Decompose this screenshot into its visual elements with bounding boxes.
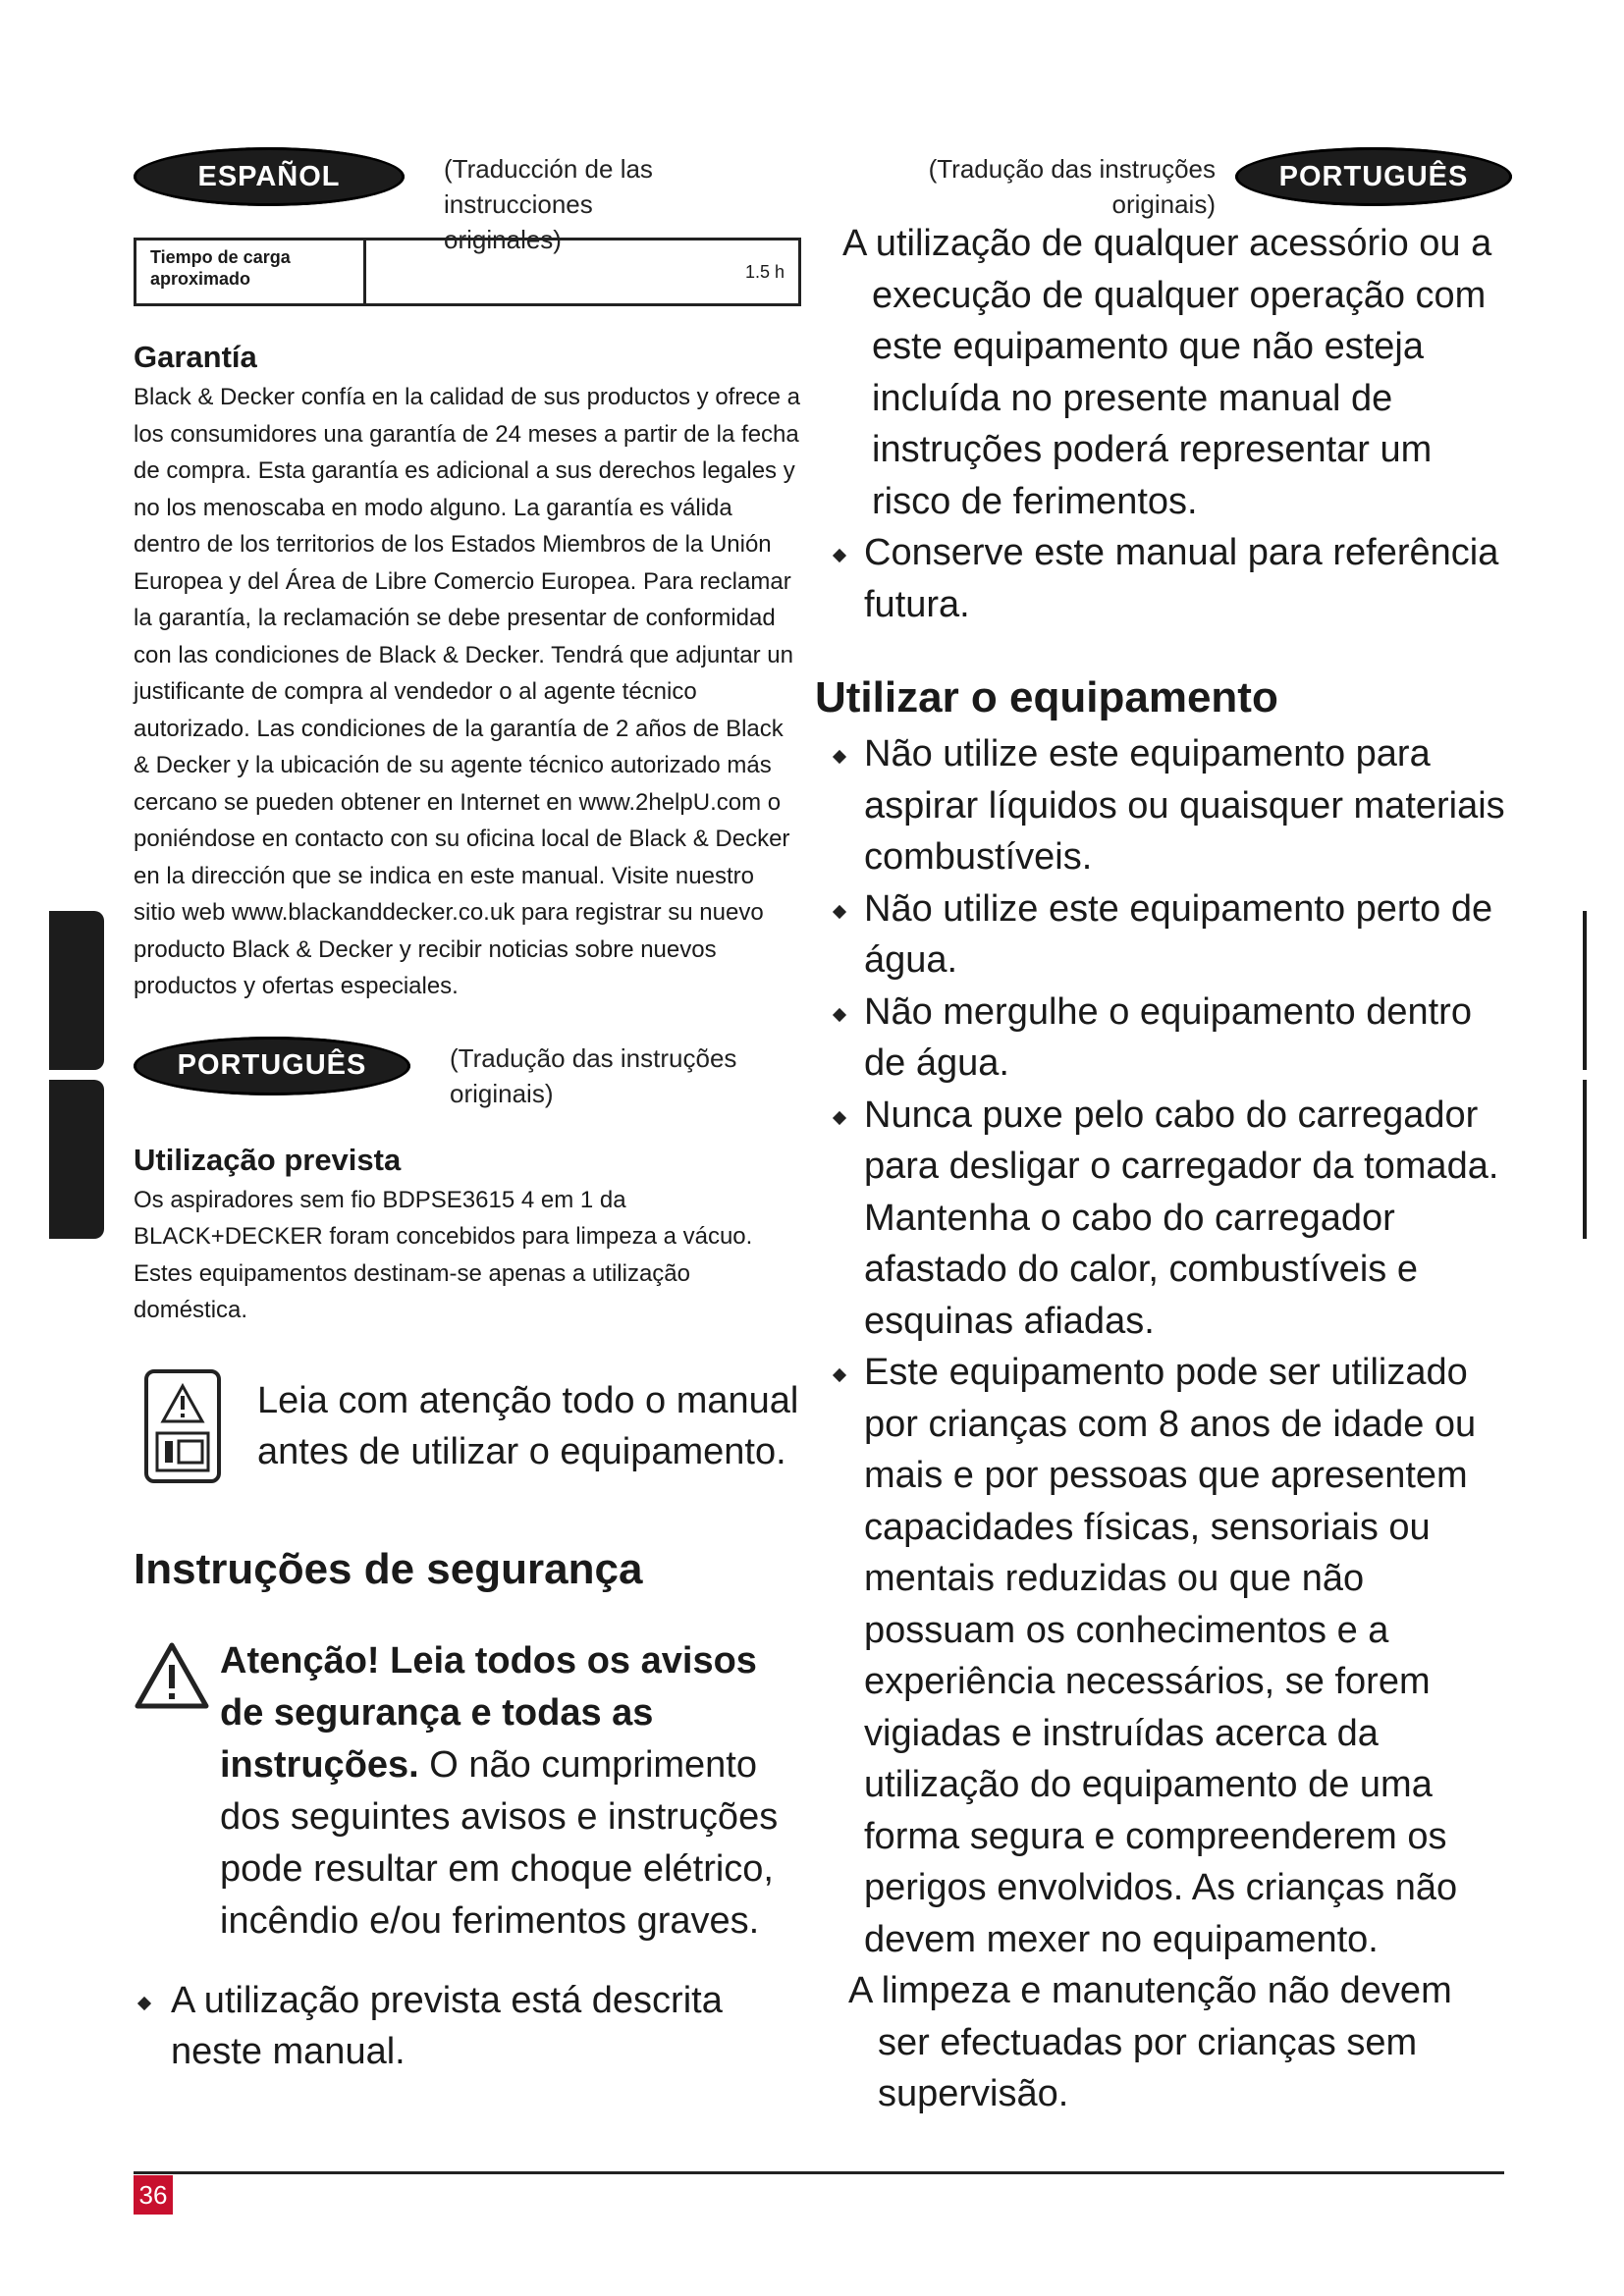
- side-tab-marker: [49, 911, 104, 1070]
- footer-rule: [134, 2171, 1504, 2174]
- language-header-pt: [134, 1037, 801, 1115]
- translation-note-pt-right: (Tradução das instruções originais): [928, 154, 1216, 219]
- language-badge-es: ESPAÑOL: [134, 147, 405, 206]
- side-tab-marker: [49, 1080, 104, 1239]
- charge-time-table: [134, 238, 801, 306]
- accessory-warning: A utilização de qualquer acessório ou a execução de qualquer operação com este equipamento que não esteja incluída no presente manual de instruções poderá representar um risco de ferimentos.: [842, 223, 1492, 522]
- language-badge-pt-right: PORTUGUÊS: [1235, 147, 1512, 206]
- cleaning-warning: A limpeza e manutenção não devem ser efectuadas por crianças sem supervisão.: [848, 1970, 1452, 2114]
- use-equipment-heading: Utilizar o equipamento: [815, 673, 1278, 721]
- list-item: Não mergulhe o equipamento dentro de água.: [821, 987, 1512, 1090]
- warning-body-text: O não cumprimento dos seguintes avisos e instruções pode resultar em choque elétrico, incêndio e/ou ferimentos graves.: [220, 1743, 779, 1942]
- right-column: [815, 147, 1512, 2120]
- translation-note-es: (Traducción de las instrucciones originales): [444, 154, 653, 254]
- general-warning: [134, 1635, 801, 1948]
- page-number: 36: [134, 2175, 173, 2215]
- read-manual-text: Leia com atenção todo o manual antes de utilizar o equipamento.: [257, 1379, 799, 1472]
- safety-heading: Instruções de segurança: [134, 1544, 643, 1593]
- list-item: Nunca puxe pelo cabo do carregador para desligar o carregador da tomada. Mantenha o cabo do carregador afastado do calor, combustíveis e esquinas afiadas.: [821, 1090, 1512, 1348]
- list-item: A utilização prevista está descrita neste manual.: [134, 1975, 801, 2078]
- left-column: [134, 147, 801, 2078]
- warranty-heading: Garantía: [134, 340, 257, 374]
- list-item: Não utilize este equipamento perto de água.: [821, 883, 1512, 987]
- language-header-es: [134, 147, 801, 254]
- intended-use-text: Os aspiradores sem fio BDPSE3615 4 em 1 da BLACK+DECKER foram concebidos para limpeza a vácuo. Estes equipamentos destinam-se apenas a utilização doméstica.: [134, 1186, 753, 1323]
- list-item: Não utilize este equipamento para aspirar líquidos ou quaisquer materiais combustíveis.: [821, 728, 1512, 883]
- right-edge-marker: [1583, 911, 1587, 1070]
- read-manual-icon: [143, 1368, 222, 1484]
- language-badge-pt: PORTUGUÊS: [134, 1037, 410, 1095]
- read-manual-notice: [134, 1368, 801, 1484]
- warning-text: [220, 1635, 801, 1948]
- intended-use-heading: Utilização prevista: [134, 1142, 402, 1177]
- warning-triangle-icon: [134, 1641, 210, 1710]
- warranty-text: Black & Decker confía en la calidad de sus productos y ofrece a los consumidores una garantía de 24 meses a partir de la fecha de compra. Esta garantía es adicional a sus derechos legales y no los menoscaba en modo alguno. La garantía es válida dentro de los territorios de los Estados Miembros de la Unión Europea y del Área de Libre Comercio Europea. Para reclamar la garantía, la reclamación se debe presentar de conformidad con las condiciones de Black & Decker. Tendrá que adjuntar un justificante de compra al vendedor o al agente técnico autorizado. Las condiciones de la garantía de 2 años de Black & Decker y la ubicación de su agente técnico autorizado más cercano se pueden obtener en Internet en www.2helpU.com o poniéndose en contacto con su oficina local de Black & Decker en la dirección que se indica en este manual. Visite nuestro sitio web www.blackanddecker.co.uk para registrar su nuevo producto Black & Decker y recibir noticias sobre nuevos productos y ofertas especiales.: [134, 384, 801, 999]
- left-bullets: [134, 1975, 801, 2078]
- right-bullets: [821, 728, 1512, 1965]
- warning-bold-text: Atenção! Leia todos os avisos de segurança e todas as instruções.: [220, 1639, 757, 1786]
- charge-time-label: Tiempo de carga aproximado: [136, 240, 366, 303]
- right-edge-marker: [1583, 1080, 1587, 1239]
- charge-time-value: 1.5 h: [744, 262, 785, 282]
- language-header-pt-right: [835, 147, 1512, 226]
- list-item: Conserve este manual para referência futura.: [821, 527, 1512, 630]
- translation-note-pt: (Tradução das instruções originais): [450, 1042, 737, 1108]
- list-item: Este equipamento pode ser utilizado por crianças com 8 anos de idade ou mais e por pessoas que apresentem capacidades físicas, sensoriais ou mentais reduzidas ou que não possuam os conhecimentos e a experiência necessários, se forem vigiadas e instruídas acerca da utilização do equipamento de uma forma segura e compreenderem os perigos envolvidos. As crianças não devem mexer no equipamento.: [821, 1347, 1512, 1965]
